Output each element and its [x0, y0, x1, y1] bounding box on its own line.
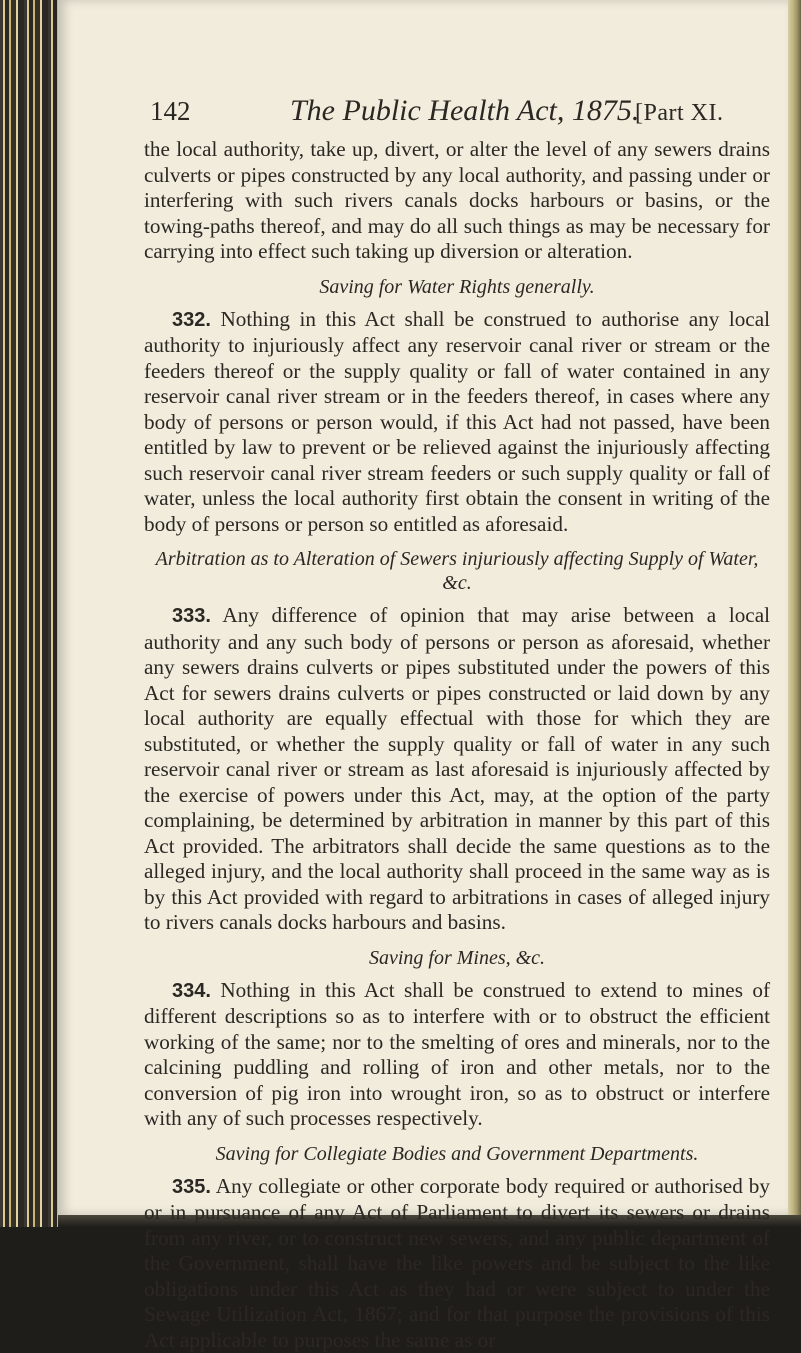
section-number: 332. — [172, 309, 211, 331]
page-number: 142 — [150, 96, 191, 127]
section-text: Any difference of opinion that may arise between a local authority and any such body of persons or person as aforesaid, whether any sewers drains culverts or pipes substituted under the powers of this Act for sewers drains culverts or pipes constructed or laid down by any local authority are equally effectual with those for which they are substituted, or whether the supply quality or fall of water in any such reservoir canal river or stream as last aforesaid is injuriously affected by the exercise of powers under this Act, may, at the option of the party complaining, be determined by arbitration in manner by this part of this Act provided. The arbitrators shall decide the same questions as to the alleged injury, and the local authority shall proceed in the same way as is by this Act provided with regard to arbitrations in cases of alleged injury to rivers canals docks harbours and basins. — [144, 603, 770, 934]
page-stack-edge — [788, 0, 801, 1227]
section-heading-333: Arbitration as to Alteration of Sewers injuriously affecting Supply of Water, &c. — [144, 547, 770, 595]
body-text — [144, 137, 770, 1353]
section-number: 333. — [172, 605, 211, 627]
opening-paragraph: the local authority, take up, divert, or alter the level of any sewers drains culverts or pipes constructed by any local authority, and passing under or interfering with such rivers canals docks harbours or basins, or the towing-paths thereof, and may do all such things as may be necessary for carrying into effect such taking up diversion or alteration. — [144, 137, 770, 265]
section-number: 334. — [172, 980, 211, 1002]
section-335 — [144, 1174, 770, 1353]
section-332 — [144, 307, 770, 538]
section-number: 335. — [172, 1176, 211, 1198]
section-text: Nothing in this Act shall be construed to extend to mines of different descriptions so as to interfere with or to obstruct the efficient working of the same; nor to the smelting of ores and minerals, nor to the calcining puddling and rolling of iron and other metals, nor to the conversion of pig iron into wrought iron, so as to obstruct or interfere with any of such processes respectively. — [144, 978, 770, 1131]
page-header — [150, 94, 780, 134]
section-heading-334: Saving for Mines, &c. — [144, 946, 770, 970]
running-title: The Public Health Act, 1875. — [290, 94, 639, 128]
book-binding-edge — [0, 0, 58, 1227]
section-heading-335: Saving for Collegiate Bodies and Government Departments. — [144, 1142, 770, 1166]
part-label: [Part XI. — [635, 100, 723, 127]
section-text: Nothing in this Act shall be construed to authorise any local authority to injuriously affect any reservoir canal river or stream or the feeders thereof or the supply quality or fall of water contained in any reservoir canal river stream or in the feeders thereof, in cases where any body of persons or person would, if this Act had not passed, have been entitled by law to prevent or be relieved against the injuriously affecting such reservoir canal river stream feeders or such supply quality or fall of water, unless the local authority first obtain the consent in writing of the body of persons or person so entitled as aforesaid. — [144, 307, 770, 536]
section-334 — [144, 978, 770, 1132]
section-heading-332: Saving for Water Rights generally. — [144, 275, 770, 299]
section-text: Any collegiate or other corporate body required or authorised by or in pursuance of any Act of Parliament to divert its sewers or drains from any river, or to construct new sewers, and any public department of the Government, shall have the like powers and be subject to the like obligations under this Act as they had or were subject to under the Sewage Utilization Act, 1867; and for that purpose the provisions of this Act applicable to purposes the same as or — [144, 1174, 770, 1352]
section-333 — [144, 603, 770, 936]
